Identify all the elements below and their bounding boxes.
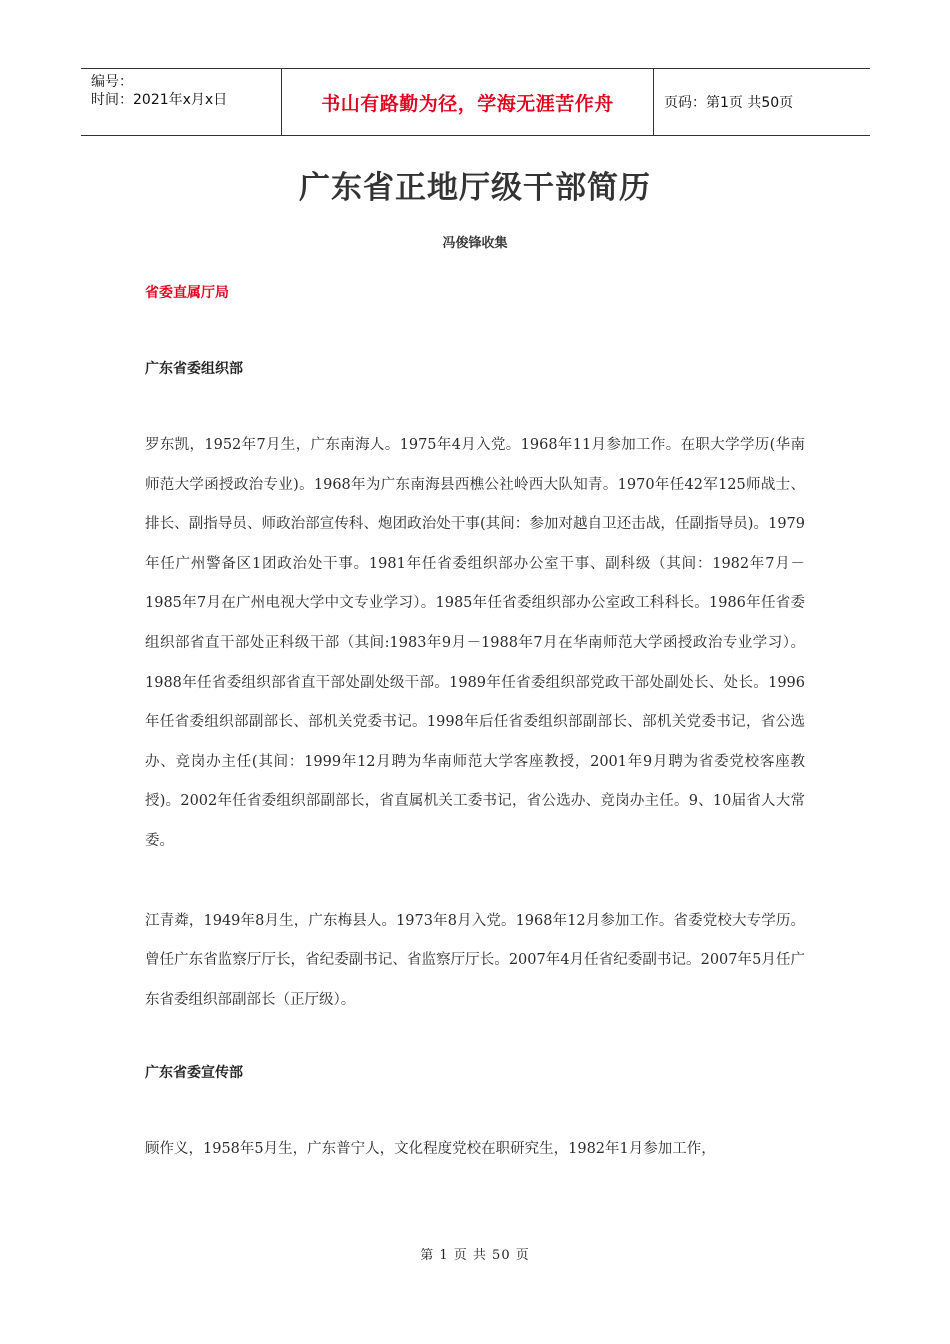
- biography-paragraph: 罗东凯，1952年7月生，广东南海人。1975年4月入党。1968年11月参加工作。在职大学学历(华南师范大学函授政治专业)。1968年为广东南海县西樵公社岭西大队知青。1970年任42军125师战士、排长、副指导员、师政治部宣传科、炮团政治处干事(其间：参加对越自卫还击战，任副指导员)。1979年任广州警备区1团政治处干事。1981年任省委组织部办公室干事、副科级（其间：1982年7月－1985年7月在广州电视大学中文专业学习）。1985年任省委组织部办公室政工科科长。1986年任省委组织部省直干部处正科级干部（其间:1983年9月－1988年7月在华南师范大学函授政治专业学习）。1988年任省委组织部省直干部处副处级干部。1989年任省委组织部党政干部处副处长、处长。1996年任省委组织部副部长、部机关党委书记。1998年后任省委组织部副部长、部机关党委书记，省公选办、竞岗办主任(其间：1999年12月聘为华南师范大学客座教授，2001年9月聘为省委党校客座教授)。2002年任省委组织部副部长，省直属机关工委书记，省公选办、竞岗办主任。9、10届省人大常委。: [145, 437, 805, 849]
- document-time-label: 时间：2021年x月x日: [91, 92, 228, 108]
- header-motto: 书山有路勤为径，学海无涯苦作舟: [281, 69, 654, 135]
- document-subtitle: 冯俊锋收集: [442, 236, 508, 251]
- biography-paragraph: 江青粦，1949年8月生，广东梅县人。1973年8月入党。1968年12月参加工作。省委党校大专学历。曾任广东省监察厅厅长，省纪委副书记、省监察厅厅长。2007年4月任省纪委副书记。2007年5月任广东省委组织部副部长（正厅级）。: [145, 912, 805, 1008]
- category-heading: 省委直属厅局: [145, 285, 229, 301]
- header-page-info: 页码：第1页 共50页: [664, 95, 794, 111]
- page-footer: 第 1 页 共 50 页: [420, 1248, 530, 1263]
- section-heading-organization-dept: 广东省委组织部: [145, 361, 243, 377]
- document-number-label: 编号：: [91, 74, 133, 90]
- section-heading-publicity-dept: 广东省委宣传部: [145, 1065, 243, 1082]
- document-body: [145, 280, 805, 1170]
- biography-paragraph: 顾作义，1958年5月生，广东普宁人，文化程度党校在职研究生，1982年1月参加工作，: [145, 1141, 716, 1158]
- header-meta-cell: [81, 69, 281, 135]
- header-table: [81, 68, 870, 136]
- document-title: 广东省正地厅级干部简历: [299, 170, 651, 206]
